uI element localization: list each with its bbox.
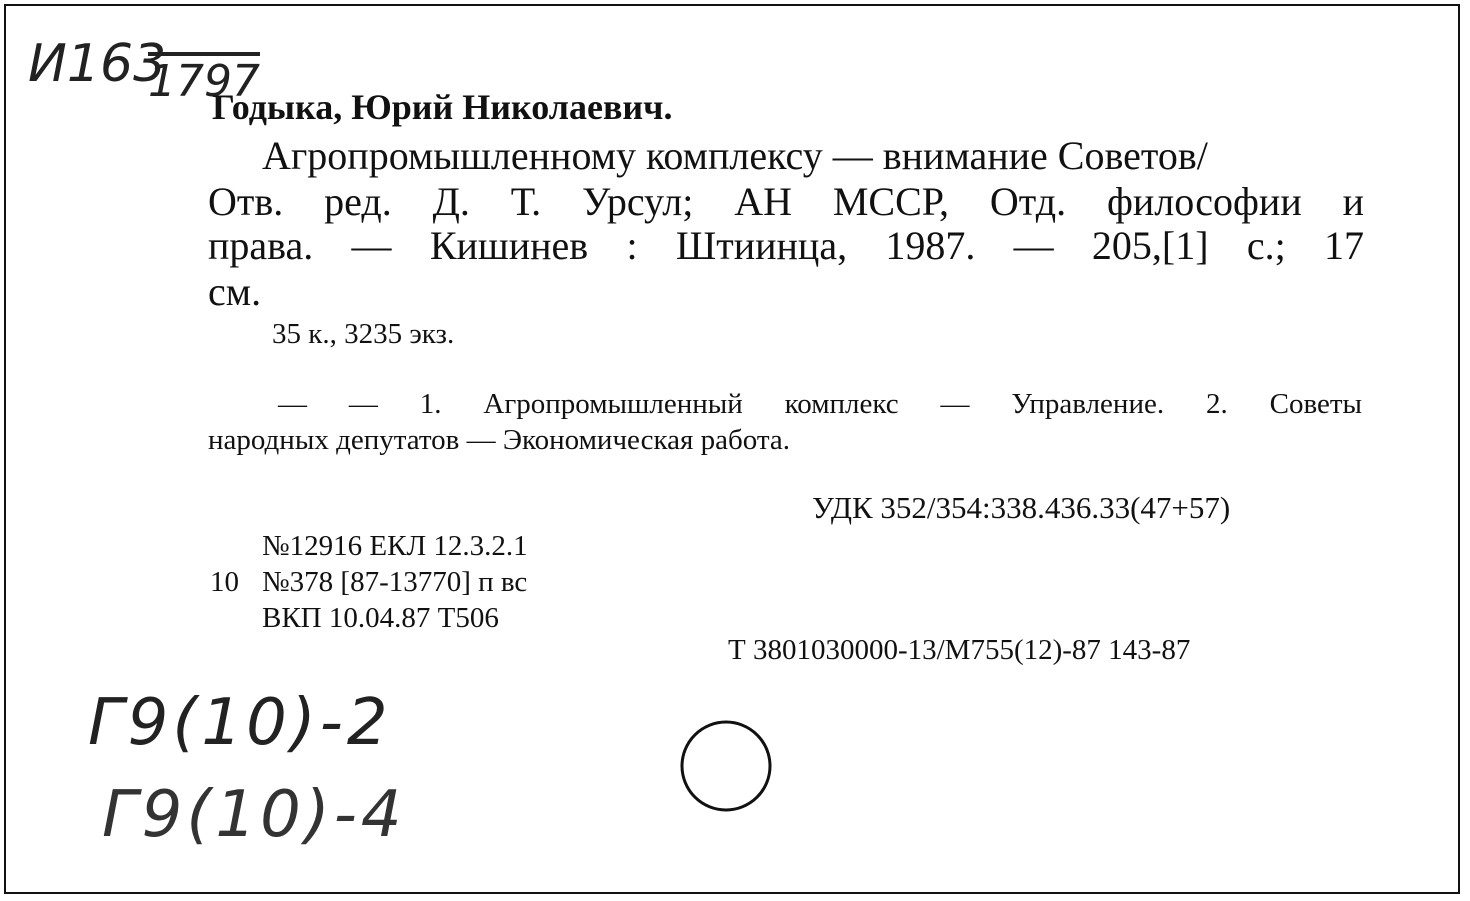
title-line-2: Отв. ред. Д. Т. Урсул; АН МССР, Отд. философии и — [208, 179, 1364, 224]
handwritten-shelfmark-2: Г9(10)-4 — [102, 778, 406, 852]
registry-prefix: 10 — [210, 566, 239, 598]
subjects-line-2: народных депутатов — Экономическая работа. — [208, 424, 790, 456]
udc-code: УДК 352/354:338.436.33(47+57) — [812, 490, 1231, 525]
registry-line-2: №378 [87-13770] п вс — [262, 566, 528, 598]
author-heading: Годыка, Юрий Николаевич. — [212, 87, 673, 127]
handwritten-shelfmark-top: И163 — [28, 34, 167, 94]
title-line-4: см. — [208, 269, 262, 314]
price-copies: 35 к., 3235 экз. — [272, 318, 455, 350]
registry-line-3: ВКП 10.04.87 Т506 — [262, 602, 499, 634]
handwritten-number-top: 1797 — [148, 56, 260, 107]
punch-hole-circle — [676, 716, 776, 816]
title-line-1: Агропромышленному комплексу — внимание Советов/ — [262, 133, 1208, 178]
catalog-card — [4, 4, 1460, 894]
handwritten-shelfmark-1: Г9(10)-2 — [88, 686, 392, 760]
registry-line-1: №12916 ЕКЛ 12.3.2.1 — [262, 530, 528, 562]
title-line-3: права. — Кишинев : Штиинца, 1987. — 205,[1] с.; 17 — [208, 223, 1364, 268]
subjects-line-1: — — 1. Агропромышленный комплекс — Управление. 2. Советы — [278, 388, 1362, 420]
index-code: Т 3801030000-13/М755(12)-87 143-87 — [728, 634, 1191, 666]
